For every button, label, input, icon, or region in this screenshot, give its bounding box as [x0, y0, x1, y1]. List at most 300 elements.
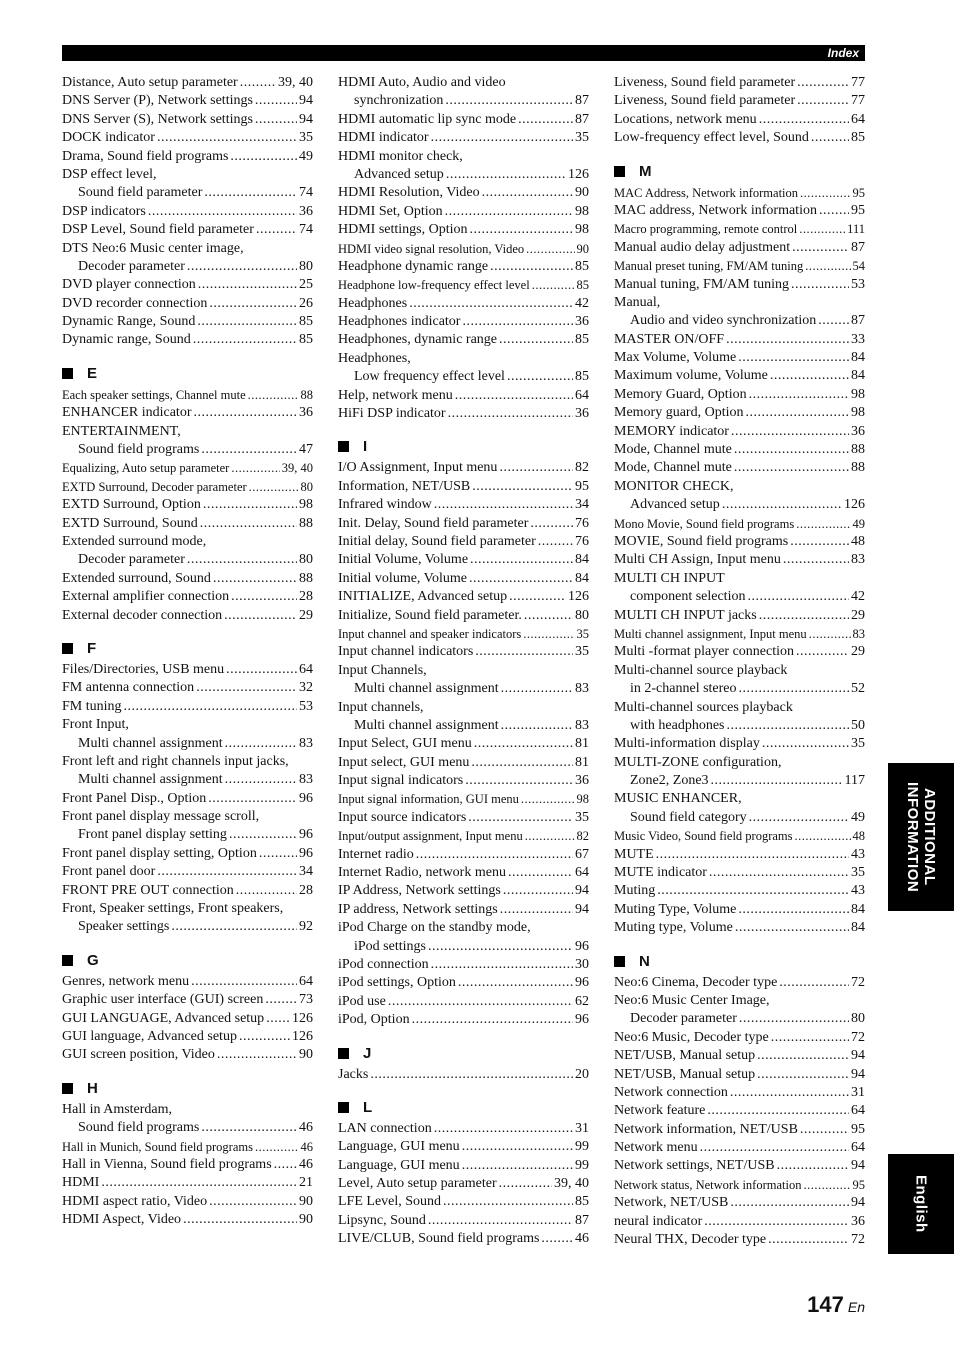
index-entry [338, 203, 589, 221]
index-entry [338, 1011, 589, 1029]
entry-text: Low-frequency effect level, Sound [614, 130, 809, 146]
leader-dots [738, 349, 849, 367]
square-bullet-icon [62, 368, 73, 379]
index-entry [614, 992, 865, 1010]
index-column-3 [614, 74, 865, 1249]
page-reference: 98 [851, 405, 865, 421]
page-reference: 126 [568, 166, 589, 182]
index-entry [614, 607, 865, 625]
index-entry [62, 533, 313, 551]
entry-text: Max Volume, Volume [614, 350, 737, 366]
entry-text: MEMORY indicator [614, 423, 729, 439]
page-reference: 29 [299, 607, 313, 623]
leader-dots [501, 717, 573, 735]
leader-dots [499, 331, 573, 349]
page-reference: 31 [851, 1084, 865, 1100]
leader-dots [416, 846, 573, 864]
entry-text: Network menu [614, 1140, 698, 1156]
page-reference: 64 [851, 1140, 865, 1156]
entry-text: External amplifier connection [62, 589, 230, 605]
page-reference: 25 [299, 277, 313, 293]
index-subentry [614, 496, 865, 514]
leader-dots [518, 111, 573, 129]
page-reference: 47 [299, 442, 313, 458]
leader-dots [224, 607, 297, 625]
leader-dots [704, 1213, 849, 1231]
index-entry [614, 184, 865, 202]
index-subentry [614, 717, 865, 735]
index-entry [338, 295, 589, 313]
entry-text: Sound field parameter [78, 185, 203, 201]
square-bullet-icon [614, 956, 625, 967]
page-reference: 85 [575, 369, 589, 385]
leader-dots [805, 257, 850, 275]
page-reference: 85 [576, 278, 589, 293]
leader-dots [193, 331, 297, 349]
index-subentry [338, 938, 589, 956]
index-entry [614, 1231, 865, 1249]
index-entry [62, 423, 313, 441]
leader-dots [193, 404, 297, 422]
page-reference: 83 [299, 735, 313, 751]
page-reference: 76 [575, 533, 589, 549]
leader-dots [236, 882, 297, 900]
entry-text: Multi channel assignment [78, 772, 223, 788]
square-bullet-icon [338, 1048, 349, 1059]
entry-text: iPod Charge on the standby mode, [338, 920, 531, 936]
index-entry [338, 533, 589, 551]
entry-text: Liveness, Sound field parameter [614, 75, 796, 90]
entry-text: Initialize, Sound field parameter. [338, 607, 522, 623]
entry-text: Network connection [614, 1084, 728, 1100]
leader-dots [462, 1138, 573, 1156]
entry-text: Initial volume, Volume [338, 570, 467, 586]
index-entry [62, 716, 313, 734]
page-reference: 80 [300, 479, 313, 494]
index-entry [62, 478, 313, 496]
page-reference: 126 [844, 497, 865, 513]
leader-dots [759, 111, 849, 129]
page-reference: 49 [299, 148, 313, 164]
entry-text: GUI screen position, Video [62, 1047, 215, 1063]
section-letter: F [87, 639, 97, 657]
entry-text: Muting [614, 883, 656, 899]
index-entry [338, 184, 589, 202]
leader-dots [217, 1046, 297, 1064]
index-entry [614, 1084, 865, 1102]
leader-dots [201, 441, 297, 459]
leader-dots [783, 551, 849, 569]
leader-dots [213, 570, 297, 588]
page-reference: 77 [851, 75, 865, 90]
leader-dots [734, 459, 849, 477]
page-reference: 74 [299, 185, 313, 201]
entry-text: Each speaker settings, Channel mute [62, 387, 246, 402]
page-reference: 95 [852, 1177, 865, 1192]
page-reference: 94 [851, 1066, 865, 1082]
entry-text: DNS Server (P), Network settings [62, 93, 253, 109]
index-entry [338, 1175, 589, 1193]
entry-text: MONITOR CHECK, [614, 478, 734, 494]
page-reference: 96 [299, 827, 313, 843]
entry-text: MULTI CH INPUT [614, 570, 725, 586]
leader-dots [796, 643, 849, 661]
entry-text: component selection [630, 589, 746, 605]
entry-text: Neo:6 Music, Decoder type [614, 1029, 769, 1045]
entry-text: HDMI aspect ratio, Video [62, 1193, 208, 1209]
index-entry [614, 202, 865, 220]
entry-text: Network feature [614, 1103, 706, 1119]
page-reference: 96 [575, 975, 589, 991]
entry-text: I/O Assignment, Input menu [338, 460, 498, 476]
side-tab-english[interactable] [888, 1154, 954, 1254]
entry-text: Input signal information, GUI menu [338, 792, 519, 807]
leader-dots [209, 295, 297, 313]
leader-dots [265, 991, 297, 1009]
index-entries [338, 74, 589, 1249]
side-tab-label: ADDITIONAL INFORMATION [904, 781, 938, 893]
page-reference: 64 [575, 387, 589, 403]
page-reference: 84 [851, 920, 865, 936]
page-reference: 94 [851, 1158, 865, 1174]
page-reference: 49 [851, 809, 865, 825]
index-entry [62, 679, 313, 697]
entry-text: iPod settings, Option [338, 975, 456, 991]
entry-text: Multi-channel sources playback [614, 699, 793, 715]
page-reference: 85 [299, 332, 313, 348]
entry-text: in 2-channel stereo [630, 681, 737, 697]
page-reference: 85 [575, 258, 589, 274]
leader-dots [183, 1211, 297, 1229]
leader-dots [472, 478, 573, 496]
entry-text: Extended surround mode, [62, 533, 207, 549]
index-entry [62, 496, 313, 514]
index-entry [338, 551, 589, 569]
index-entries [62, 74, 313, 1229]
page-reference: 36 [851, 1213, 865, 1229]
entry-text: Input channel indicators [338, 644, 474, 660]
entry-text: Headphones, [338, 350, 411, 366]
leader-dots [239, 1028, 290, 1046]
page-reference: 87 [575, 93, 589, 109]
entry-text: Decoder parameter [78, 258, 185, 274]
index-entry [62, 1046, 313, 1064]
entry-text: Network information, NET/USB [614, 1121, 798, 1137]
entry-text: Help, network menu [338, 387, 453, 403]
entry-text: Headphones [338, 295, 408, 311]
page-reference: 54 [852, 259, 865, 274]
index-entry [338, 148, 589, 166]
leader-dots [412, 1011, 573, 1029]
leader-dots [731, 423, 849, 441]
leader-dots [370, 1066, 573, 1084]
entry-text: FM antenna connection [62, 680, 195, 696]
entry-text: HDMI indicator [338, 130, 429, 146]
page-reference: 90 [575, 185, 589, 201]
index-entry [338, 1120, 589, 1138]
entry-text: Input/output assignment, Input menu [338, 829, 523, 844]
index-entry [338, 607, 589, 625]
entry-text: MAC Address, Network information [614, 185, 799, 200]
entry-text: HDMI settings, Option [338, 222, 468, 238]
page-reference: 35 [851, 736, 865, 752]
entry-text: LAN connection [338, 1120, 432, 1136]
index-entry [614, 570, 865, 588]
leader-dots [256, 221, 297, 239]
index-entry [62, 808, 313, 826]
page-reference: 42 [575, 295, 589, 311]
leader-dots [226, 661, 297, 679]
index-entry [614, 294, 865, 312]
leader-dots [200, 515, 297, 533]
entry-text: Front left and right channels input jacks, [62, 753, 289, 769]
leader-dots [745, 404, 849, 422]
index-subentry [62, 735, 313, 753]
index-entry [614, 846, 865, 864]
index-entry [62, 1193, 313, 1211]
index-entry [338, 350, 589, 368]
page-reference: 29 [851, 607, 865, 623]
leader-dots [726, 331, 849, 349]
page-reference: 83 [575, 717, 589, 733]
entry-text: Input channels, [338, 699, 424, 715]
index-entry [338, 405, 589, 423]
entry-text: External decoder connection [62, 607, 223, 623]
entry-text: Jacks [338, 1066, 369, 1082]
page-reference: 85 [299, 314, 313, 330]
entry-text: Front panel display setting [78, 827, 227, 843]
square-bullet-icon [62, 1083, 73, 1094]
side-tab-additional-information[interactable] [888, 763, 954, 911]
page-reference: 35 [575, 809, 589, 825]
page-number [807, 1292, 865, 1318]
entry-text: MOVIE, Sound field programs [614, 533, 789, 549]
index-entry [338, 809, 589, 827]
index-entry [338, 864, 589, 882]
page-reference: 36 [575, 314, 589, 330]
entry-text: Files/Directories, USB menu [62, 661, 225, 677]
leader-dots [191, 973, 297, 991]
page-reference: 29 [851, 644, 865, 660]
page-reference: 83 [852, 626, 865, 641]
index-entry [62, 1211, 313, 1229]
index-entry [614, 515, 865, 533]
index-entry [338, 496, 589, 514]
index-entry [62, 1101, 313, 1119]
leader-dots [101, 1174, 297, 1192]
entry-text: Zone2, Zone3 [630, 773, 709, 789]
leader-dots [157, 129, 297, 147]
entry-text: Front panel display setting, Option [62, 845, 257, 861]
index-entry [62, 240, 313, 258]
index-entry [338, 588, 589, 606]
page-reference: 84 [575, 570, 589, 586]
index-entry [62, 845, 313, 863]
leader-dots [197, 313, 297, 331]
leader-dots [499, 459, 573, 477]
section-letter: E [87, 364, 98, 382]
leader-dots [455, 387, 573, 405]
index-entry [614, 459, 865, 477]
entry-text: Hall in Amsterdam, [62, 1101, 173, 1117]
entry-text: NET/USB, Manual setup [614, 1048, 756, 1064]
page-reference: 35 [851, 865, 865, 881]
page-number-value: 147 [807, 1292, 844, 1317]
square-bullet-icon [62, 955, 73, 966]
index-entry [62, 515, 313, 533]
leader-dots [148, 203, 297, 221]
leader-dots [409, 295, 573, 313]
leader-dots [779, 974, 849, 992]
leader-dots [749, 386, 849, 404]
index-subentry [62, 771, 313, 789]
page-reference: 95 [851, 202, 865, 218]
page-reference: 32 [299, 680, 313, 696]
page-reference: 83 [851, 552, 865, 568]
entry-text: HiFi DSP indicator [338, 406, 446, 422]
index-entry [338, 846, 589, 864]
leader-dots [431, 956, 573, 974]
page-reference: 28 [299, 589, 313, 605]
entry-text: DSP effect level, [62, 166, 157, 182]
section-heading [614, 952, 865, 971]
leader-dots [799, 220, 845, 238]
leader-dots [811, 129, 849, 147]
index-entry [338, 111, 589, 129]
index-entry [338, 258, 589, 276]
index-entry [338, 478, 589, 496]
leader-dots [475, 643, 573, 661]
entry-text: EXTD Surround, Decoder parameter [62, 479, 247, 494]
entry-text: Language, GUI menu [338, 1157, 460, 1173]
entry-text: MUSIC ENHANCER, [614, 791, 742, 807]
page-reference: 84 [851, 368, 865, 384]
index-entry [338, 129, 589, 147]
page-reference: 80 [575, 607, 589, 623]
page-reference: 43 [851, 846, 865, 862]
page-reference: 98 [575, 203, 589, 219]
entry-text: Headphone dynamic range [338, 258, 489, 274]
index-entry [614, 276, 865, 294]
index-entry [614, 551, 865, 569]
index-entry [614, 349, 865, 367]
index-entry [614, 864, 865, 882]
index-entry [338, 276, 589, 294]
page-reference: 34 [575, 497, 589, 513]
section-letter: I [363, 438, 368, 456]
leader-dots [797, 92, 849, 110]
section-heading [614, 162, 865, 181]
leader-dots [707, 1102, 849, 1120]
square-bullet-icon [338, 441, 349, 452]
leader-dots [231, 459, 279, 477]
index-entry [614, 220, 865, 238]
entry-text: Neural THX, Decoder type [614, 1232, 767, 1248]
page-reference: 87 [851, 239, 865, 255]
entry-text: Language, GUI menu [338, 1139, 460, 1155]
page-reference: 73 [299, 992, 313, 1008]
leader-dots [747, 588, 849, 606]
leader-dots [709, 864, 849, 882]
page-reference: 88 [300, 387, 313, 402]
leader-dots [530, 515, 573, 533]
index-entry [62, 404, 313, 422]
page-reference: 96 [299, 790, 313, 806]
entry-text: Initial Volume, Volume [338, 552, 469, 568]
leader-dots [500, 901, 573, 919]
square-bullet-icon [62, 643, 73, 654]
leader-dots [255, 1138, 299, 1156]
index-entry [614, 625, 865, 643]
leader-dots [795, 827, 851, 845]
index-entry [614, 92, 865, 110]
page-reference: 98 [575, 222, 589, 238]
entry-text: Information, NET/USB [338, 478, 471, 494]
header-bar [62, 45, 865, 61]
index-entry [338, 754, 589, 772]
page-reference: 84 [851, 350, 865, 366]
entry-text: Decoder parameter [78, 552, 185, 568]
page-reference: 64 [299, 973, 313, 989]
leader-dots [762, 735, 849, 753]
square-bullet-icon [614, 166, 625, 177]
page-reference: 84 [851, 901, 865, 917]
leader-dots [231, 588, 297, 606]
index-subentry [338, 166, 589, 184]
entry-text: HDMI Auto, Audio and video [338, 75, 506, 90]
entry-text: Advanced setup [354, 166, 444, 182]
entry-text: Input signal indicators [338, 773, 464, 789]
index-entry [338, 827, 589, 845]
entry-text: Manual, [614, 294, 661, 310]
entry-text: Macro programming, remote control [614, 222, 798, 237]
leader-dots [739, 1010, 849, 1028]
entry-text: Input Channels, [338, 662, 427, 678]
leader-dots [198, 276, 297, 294]
index-entry [338, 240, 589, 258]
leader-dots [446, 166, 566, 184]
entry-text: Dynamic Range, Sound [62, 314, 196, 330]
page-reference: 62 [575, 993, 589, 1009]
entry-text: Genres, network menu [62, 973, 190, 989]
index-entry [338, 1230, 589, 1248]
entry-text: Sound field programs [78, 1120, 200, 1136]
page-reference: 98 [576, 792, 589, 807]
entry-text: Headphone low-frequency effect level [338, 278, 530, 293]
entry-text: FRONT PRE OUT connection [62, 882, 234, 898]
page-reference: 46 [299, 1120, 313, 1136]
leader-dots [204, 184, 297, 202]
leader-dots [471, 754, 573, 772]
index-entry [338, 387, 589, 405]
entry-text: Headphones, dynamic range [338, 332, 497, 348]
index-entry [62, 1010, 313, 1028]
page-reference: 28 [299, 882, 313, 898]
entry-text: Multi channel assignment, Input menu [614, 626, 807, 641]
entry-text: Multi channel assignment [354, 717, 499, 733]
leader-dots [209, 1193, 297, 1211]
entry-text: Multi-information display [614, 736, 760, 752]
page-reference: 35 [575, 644, 589, 660]
page-reference: 53 [299, 698, 313, 714]
leader-dots [757, 1047, 849, 1065]
leader-dots [465, 772, 573, 790]
entry-text: Extended surround, Sound [62, 570, 211, 586]
entry-text: Front panel display message scroll, [62, 809, 260, 825]
entry-text: Multi-channel source playback [614, 662, 788, 678]
page-language: En [847, 1299, 865, 1315]
index-entry [338, 74, 589, 92]
